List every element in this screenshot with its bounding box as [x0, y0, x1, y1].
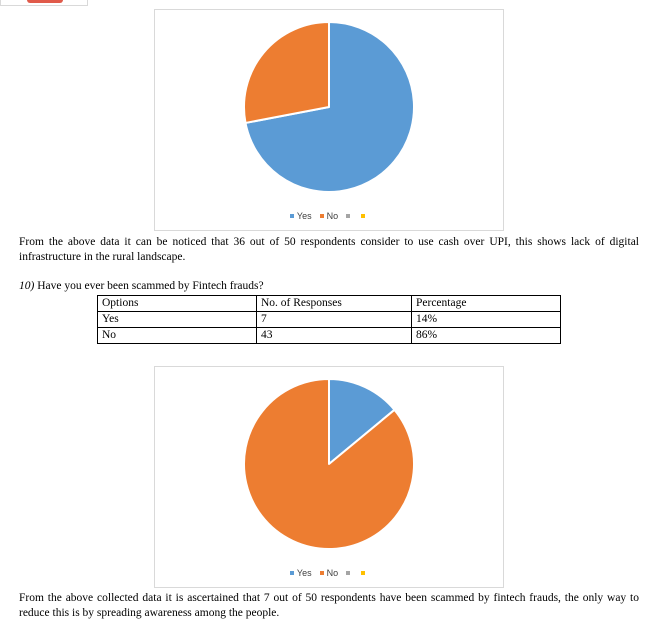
legend-item [361, 571, 368, 575]
legend-item [320, 211, 339, 221]
legend-swatch [320, 214, 324, 218]
legend-label: No [326, 568, 339, 578]
legend-swatch [361, 214, 365, 218]
pie-chart-2-svg [155, 367, 505, 589]
table-cell: No [98, 328, 257, 344]
legend-item [346, 214, 353, 218]
table-row [98, 312, 561, 328]
pie-slice-no [244, 22, 329, 123]
legend-swatch [346, 571, 350, 575]
question-text: Have you ever been scammed by Fintech frauds? [37, 280, 264, 292]
table-cell: 43 [257, 328, 412, 344]
legend-item [346, 571, 353, 575]
table-row [98, 328, 561, 344]
pie-chart-fintech-scam [154, 366, 504, 588]
table-cell: 86% [412, 328, 561, 344]
previous-chart-fragment [0, 0, 88, 6]
question-number: 10) [19, 280, 35, 292]
legend-label: Yes [296, 568, 312, 578]
legend-label: No [326, 211, 339, 221]
legend-item [320, 568, 339, 578]
legend-swatch [361, 571, 365, 575]
pie-chart-cash-vs-upi [154, 9, 504, 231]
legend-item [290, 568, 312, 578]
header-percentage: Percentage [412, 296, 561, 312]
paragraph-cash-vs-upi: From the above data it can be noticed that 36 out of 50 respondents consider to use cash over UPI, this shows lack of digital infrastructure in the rural landscape. [19, 236, 639, 263]
table-header-row [98, 296, 561, 312]
paragraph-fintech-scam: From the above collected data it is ascertained that 7 out of 50 respondents have been scammed by fintech frauds, the only way to reduce this is by spreading awareness among the people. [19, 592, 639, 619]
previous-chart-arc [27, 0, 63, 3]
header-responses: No. of Responses [257, 296, 412, 312]
header-options: Options [98, 296, 257, 312]
legend-swatch [346, 214, 350, 218]
responses-table [97, 295, 561, 344]
legend-item [290, 211, 312, 221]
table-cell: 7 [257, 312, 412, 328]
legend-swatch [290, 571, 294, 575]
legend-swatch [290, 214, 294, 218]
question-10 [19, 279, 264, 294]
table-cell: Yes [98, 312, 257, 328]
legend-item [361, 214, 368, 218]
chart-2-legend [155, 568, 503, 578]
chart-1-legend [155, 211, 503, 221]
legend-swatch [320, 571, 324, 575]
pie-chart-1-svg [155, 10, 505, 232]
legend-label: Yes [296, 211, 312, 221]
table-cell: 14% [412, 312, 561, 328]
